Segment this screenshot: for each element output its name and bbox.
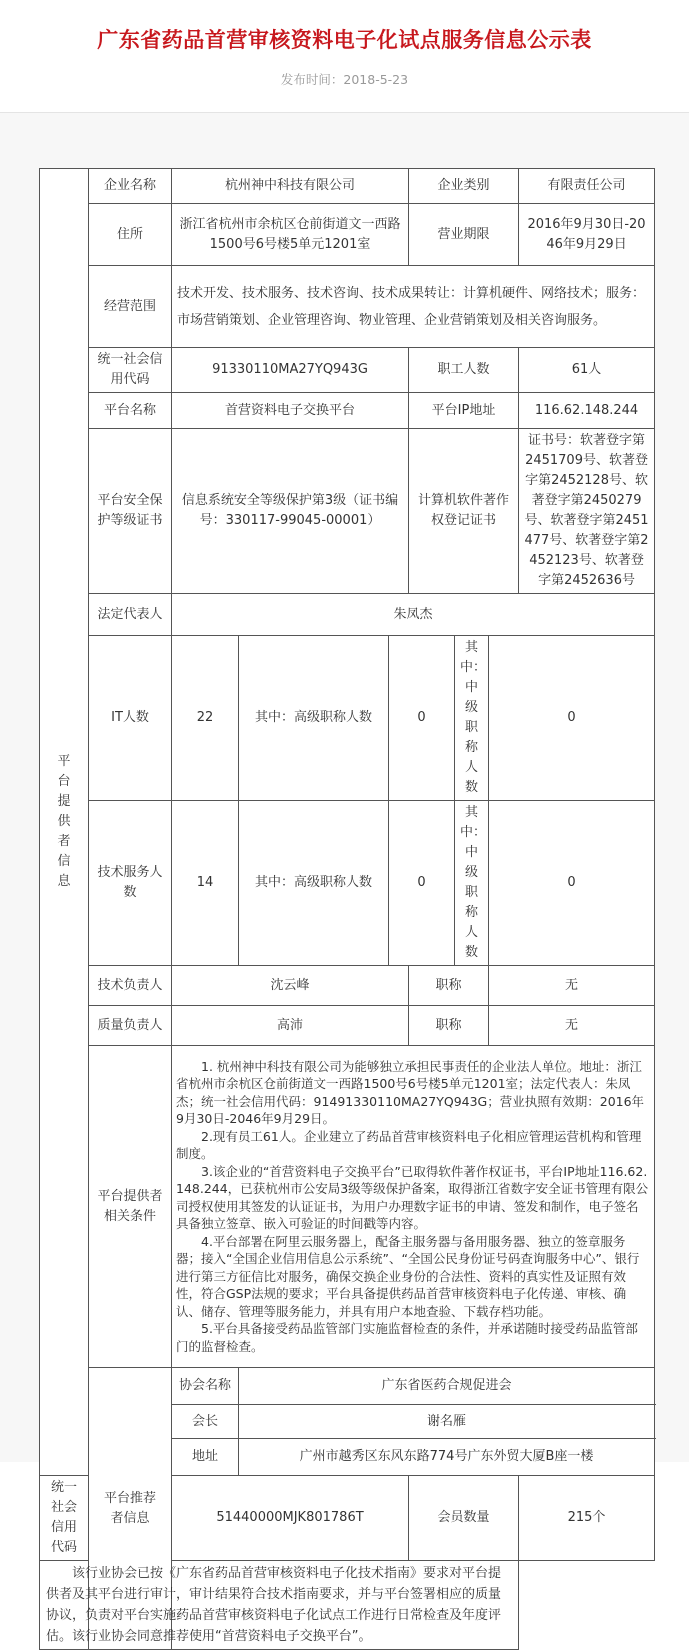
quality-head-title-value: 无	[489, 1006, 655, 1046]
tech-head-value: 沈云峰	[172, 966, 409, 1006]
platform-name-label: 平台名称	[89, 393, 172, 429]
assoc-credit-code-value: 51440000MJK801786T	[172, 1476, 409, 1561]
tech-mid-value: 0	[489, 801, 655, 966]
copyright-value: 证书号：软著登字第2451709号、软著登字第2452128号、软著登字第2450279号、软著登字第2451477号、软著登字第2452123号、软著登字第2452636号	[519, 429, 655, 594]
company-name-value: 杭州神中科技有限公司	[172, 169, 409, 204]
conditions-label: 平台提供者相关条件	[89, 1046, 172, 1368]
page-header	[0, 0, 689, 113]
company-type-value: 有限责任公司	[519, 169, 655, 204]
tech-head-label: 技术负责人	[89, 966, 172, 1006]
tech-service-value: 14	[172, 801, 239, 966]
tech-mid-label: 其中：中级职称人数	[455, 801, 489, 966]
table-row	[40, 594, 655, 636]
term-value: 2016年9月30日-2046年9月29日	[519, 204, 655, 266]
it-count-value: 22	[172, 636, 239, 801]
statement-text: 该行业协会已按《广东省药品首营审核资料电子化技术指南》要求对平台提供者及其平台进行审计，审计结果符合技术指南要求，并与平台签署相应的质量协议，负责对平台实施药品首营审核资料电子化试点工作进行日常检查及年度评估。该行业协会同意推荐使用“首营资料电子交换平台”。	[46, 1566, 502, 1644]
tech-head-title-value: 无	[489, 966, 655, 1006]
company-type-label: 企业类别	[409, 169, 519, 204]
tech-service-label: 技术服务人数	[89, 801, 172, 966]
assoc-name-value: 广东省医药合规促进会	[239, 1368, 655, 1405]
table-row	[40, 1561, 655, 1650]
members-label: 会员数量	[409, 1476, 519, 1561]
it-mid-label: 其中：中级职称人数	[455, 636, 489, 801]
credit-code-label: 统一社会信用代码	[89, 348, 172, 393]
address-label: 住所	[89, 204, 172, 266]
publish-time: 发布时间：2018-5-23	[280, 72, 409, 87]
condition-item: 3.该企业的“首营资料电子交换平台”已取得软件著作权证书，平台IP地址116.62.148.244，已获杭州市公安局3级等级保护备案，取得浙江省数字安全证书管理有限公司授权使用其签发的认证证书，为用户办理数字证书的申请、签发和制作，电子签名具备独立签章、嵌入可验证的时间戳等内容。	[176, 1163, 649, 1232]
scope-label: 经营范围	[89, 266, 172, 348]
address-value: 浙江省杭州市余杭区仓前街道文一西路1500号6号楼5单元1201室	[172, 204, 409, 266]
table-row	[40, 966, 655, 1006]
content-area	[0, 113, 689, 1644]
table-row	[40, 801, 655, 966]
it-mid-value: 0	[489, 636, 655, 801]
quality-head-title-label: 职称	[409, 1006, 489, 1046]
it-count-label: IT人数	[89, 636, 172, 801]
table-row	[40, 169, 655, 204]
table-row	[40, 636, 655, 801]
security-value: 信息系统安全等级保护第3级（证书编号：330117-99045-00001）	[172, 429, 409, 594]
it-senior-value: 0	[389, 636, 455, 801]
assoc-address-label: 地址	[172, 1439, 239, 1476]
condition-item: 2.现有员工61人。企业建立了药品首营审核资料电子化相应管理运营机构和管理制度。	[176, 1128, 642, 1162]
provider-section-label: 平台提供者信息	[40, 169, 89, 1476]
members-value: 215个	[519, 1476, 655, 1561]
company-name-label: 企业名称	[89, 169, 172, 204]
quality-head-label: 质量负责人	[89, 1006, 172, 1046]
table-row	[40, 1368, 655, 1405]
condition-item: 5.平台具备接受药品监管部门实施监督检查的条件，并承诺随时接受药品监管部门的监督检查。	[176, 1321, 638, 1354]
platform-ip-value: 116.62.148.244	[519, 393, 655, 429]
table-row	[40, 1046, 655, 1368]
conditions-value	[172, 1046, 655, 1368]
security-label: 平台安全保护等级证书	[89, 429, 172, 594]
assoc-address-value: 广州市越秀区东风东路774号广东外贸大厦B座一楼	[239, 1439, 655, 1476]
assoc-credit-code-label: 统一社会信用代码	[40, 1476, 89, 1561]
page-title: 广东省药品首营审核资料电子化试点服务信息公示表	[97, 28, 592, 52]
president-value: 谢名雁	[239, 1405, 655, 1439]
credit-code-value: 91330110MA27YQ943G	[172, 348, 409, 393]
legal-rep-label: 法定代表人	[89, 594, 172, 636]
table-row	[40, 266, 655, 348]
table-row	[40, 204, 655, 266]
recommender-section-label: 平台推荐者信息	[89, 1368, 172, 1650]
recommendation-statement	[40, 1561, 519, 1650]
term-label: 营业期限	[409, 204, 519, 266]
legal-rep-value: 朱凤杰	[172, 594, 655, 636]
table-row	[40, 348, 655, 393]
table-row	[40, 393, 655, 429]
tech-senior-label: 其中：高级职称人数	[239, 801, 389, 966]
platform-name-value: 首营资料电子交换平台	[172, 393, 409, 429]
staff-label: 职工人数	[409, 348, 519, 393]
quality-head-value: 高沛	[172, 1006, 409, 1046]
info-table	[39, 168, 655, 1650]
assoc-name-label: 协会名称	[172, 1368, 239, 1405]
scope-value: 技术开发、技术服务、技术咨询、技术成果转让：计算机硬件、网络技术；服务：市场营销策划、企业管理咨询、物业管理、企业营销策划及相关咨询服务。	[172, 266, 655, 348]
table-row	[40, 1006, 655, 1046]
president-label: 会长	[172, 1405, 239, 1439]
platform-ip-label: 平台IP地址	[409, 393, 519, 429]
condition-item: 1. 杭州神中科技有限公司为能够独立承担民事责任的企业法人单位。地址：浙江省杭州市余杭区仓前街道文一西路1500号6号楼5单元1201室；法定代表人：朱凤杰；统一社会信用代码：91491330110MA27YQ943G；营业执照有效期：2016年9月30日-2046年9月29日。	[176, 1058, 645, 1127]
condition-item: 4.平台部署在阿里云服务器上，配备主服务器与备用服务器、独立的签章服务器；接入“全国企业信用信息公示系统”、“全国公民身份证号码查询服务中心”、银行进行第三方征信比对服务，确保交换企业身份的合法性、资料的真实性及证照有效性，符合GSP法规的要求；平台具备提供药品首营审核资料电子化传递、审核、确认、储存、管理等服务能力，并具有用户本地查验、下载存档功能。	[176, 1233, 640, 1319]
table-row	[40, 429, 655, 594]
tech-head-title-label: 职称	[409, 966, 489, 1006]
copyright-label: 计算机软件著作权登记证书	[409, 429, 519, 594]
it-senior-label: 其中：高级职称人数	[239, 636, 389, 801]
tech-senior-value: 0	[389, 801, 455, 966]
staff-value: 61人	[519, 348, 655, 393]
